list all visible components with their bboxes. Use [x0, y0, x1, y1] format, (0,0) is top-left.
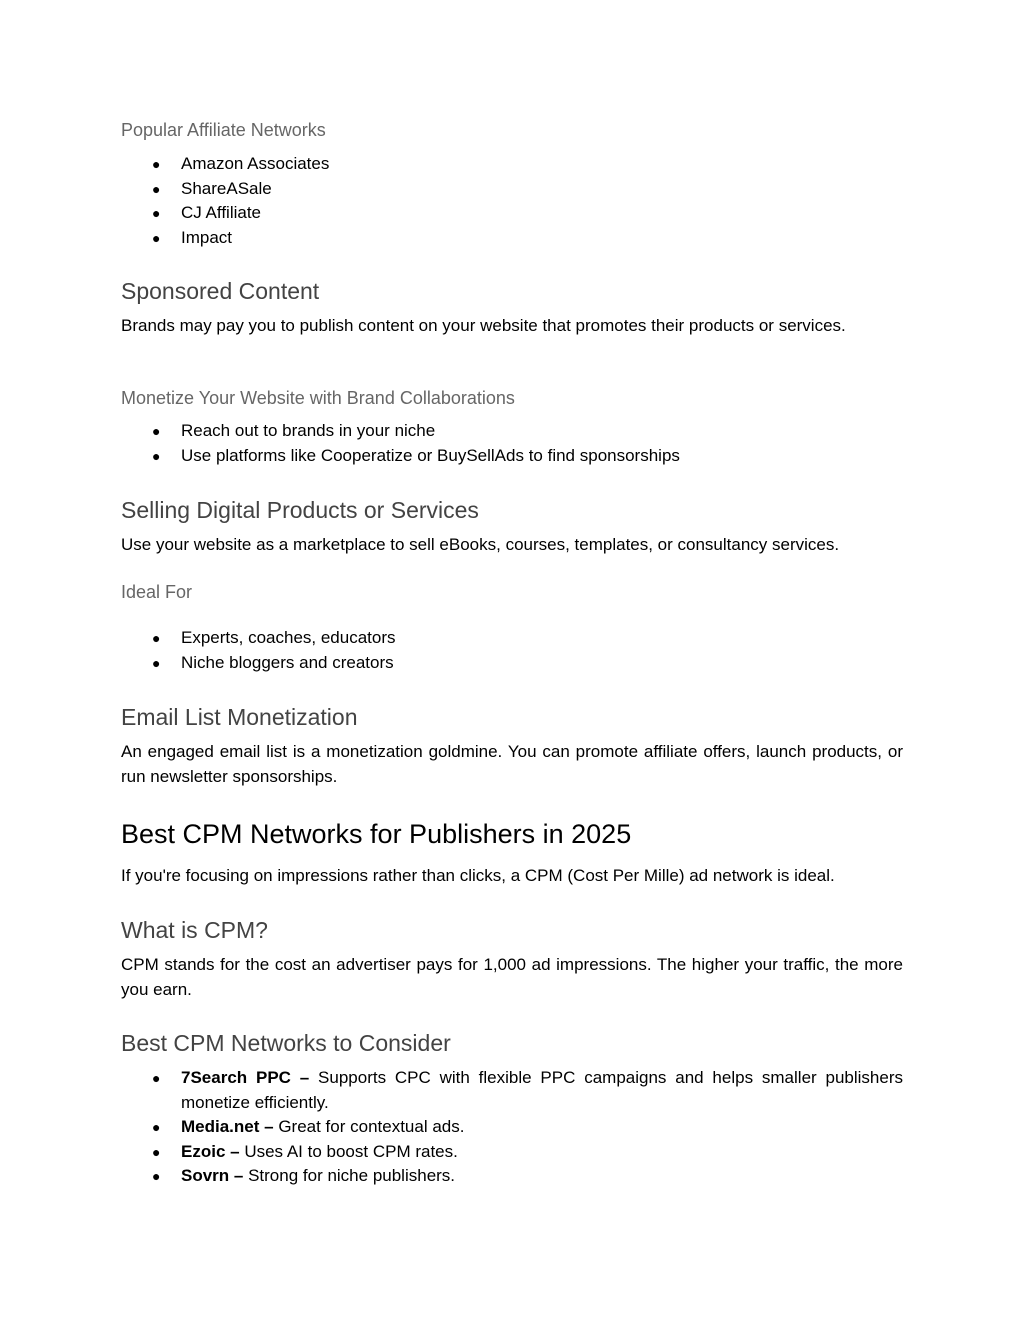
bullet-icon: ●: [152, 180, 161, 197]
digital-products-heading: Selling Digital Products or Services: [121, 497, 479, 523]
network-name: Ezoic –: [181, 1141, 240, 1161]
brand-collaborations-heading: Monetize Your Website with Brand Collaborations: [121, 388, 515, 408]
bullet-icon: ●: [152, 1143, 161, 1160]
what-is-cpm-body: CPM stands for the cost an advertiser pays for 1,000 ad impressions. The higher your traffic, the more you earn.: [121, 955, 903, 999]
list-item: [121, 1066, 903, 1115]
network-name: 7Search PPC –: [181, 1068, 310, 1087]
list-item: ● Reach out to brands in your niche: [121, 419, 903, 444]
bullet-icon: ●: [152, 654, 161, 671]
cpm-networks-body: If you're focusing on impressions rather than clicks, a CPM (Cost Per Mille) ad network is ideal.: [121, 866, 835, 885]
best-cpm-list: [121, 1066, 903, 1189]
list-item: ● CJ Affiliate: [121, 201, 903, 226]
sponsored-content-heading: Sponsored Content: [121, 278, 320, 304]
network-description: Uses AI to boost CPM rates.: [239, 1141, 458, 1161]
bullet-icon: ●: [152, 1168, 161, 1184]
list-item: [121, 1164, 903, 1189]
network-name: Media.net –: [181, 1117, 274, 1136]
ideal-for-list: [121, 626, 903, 675]
cpm-networks-title: Best CPM Networks for Publishers in 2025: [121, 819, 632, 849]
list-item: ● Experts, coaches, educators: [121, 626, 903, 651]
sponsored-content-body: Brands may pay you to publish content on your website that promotes their products or services.: [121, 316, 846, 335]
list-item: ● Impact: [121, 226, 903, 251]
affiliate-networks-heading: Popular Affiliate Networks: [121, 120, 326, 140]
email-list-heading: Email List Monetization: [121, 704, 358, 730]
bullet-icon: ●: [152, 156, 161, 172]
list-item: ● Use platforms like Cooperatize or BuySellAds to find sponsorships: [121, 444, 903, 469]
bullet-icon: ●: [152, 229, 161, 246]
bullet-icon: ●: [152, 1070, 161, 1086]
best-cpm-heading: Best CPM Networks to Consider: [121, 1030, 451, 1056]
bullet-icon: ●: [152, 423, 161, 439]
network-name: Sovrn –: [181, 1166, 244, 1185]
bullet-icon: ●: [152, 1119, 161, 1135]
what-is-cpm-heading: What is CPM?: [121, 917, 268, 943]
list-item: [121, 1140, 903, 1165]
ideal-for-heading: Ideal For: [121, 582, 193, 602]
list-item: ● Niche bloggers and creators: [121, 651, 903, 676]
network-description: Supports CPC with flexible PPC campaigns and helps smaller publishers monetize efficiently.: [181, 1068, 903, 1112]
network-description: Great for contextual ads.: [273, 1117, 465, 1136]
brand-collaborations-list: [121, 419, 903, 468]
network-description: Strong for niche publishers.: [243, 1166, 456, 1185]
bullet-icon: ●: [152, 205, 161, 221]
email-list-body: An engaged email list is a monetization goldmine. You can promote affiliate offers, launch products, or run newsletter sponsorships.: [121, 742, 903, 786]
affiliate-networks-list: [121, 152, 903, 250]
list-item: ● ShareASale: [121, 177, 903, 202]
bullet-icon: ●: [152, 447, 161, 464]
bullet-icon: ●: [152, 630, 161, 646]
list-item: [121, 1115, 903, 1140]
digital-products-body: Use your website as a marketplace to sell eBooks, courses, templates, or consultancy services.: [121, 535, 840, 554]
list-item: ● Amazon Associates: [121, 152, 903, 177]
